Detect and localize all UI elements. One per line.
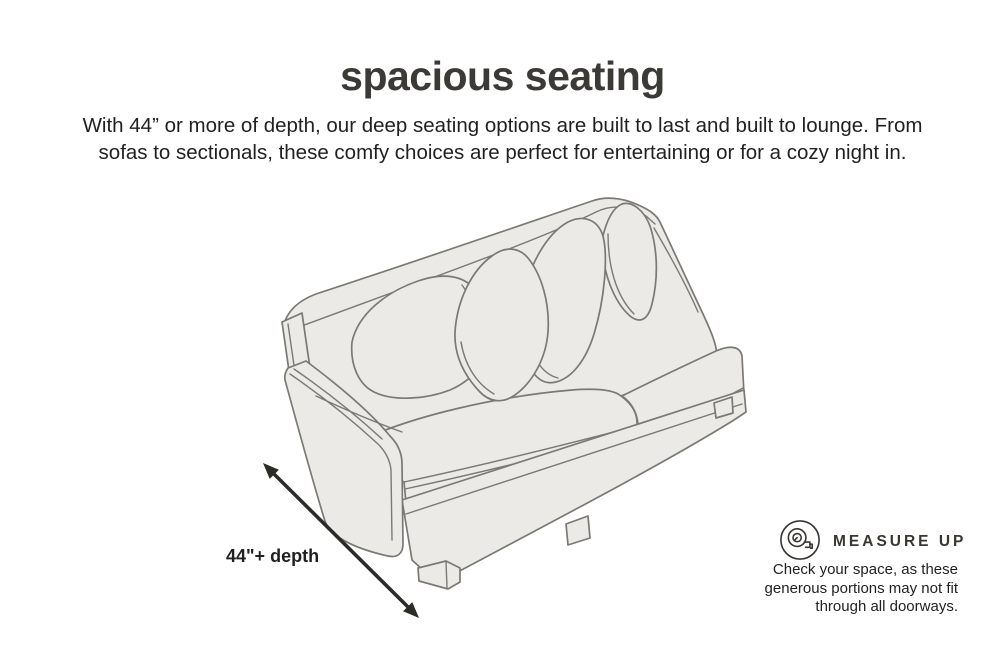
intro-line-2: sofas to sectionals, these comfy choices are perfect for entertaining or for a cozy night in.	[98, 140, 907, 164]
tape-measure-icon	[779, 519, 821, 561]
measure-up-note-line-1: Check your space, as these	[772, 561, 958, 578]
measure-up-heading: MEASURE UP	[833, 533, 967, 550]
depth-dimension-label: 44"+ depth	[226, 546, 320, 566]
measure-up-note-line-3: through all doorways.	[815, 598, 958, 616]
measure-up-note	[678, 561, 958, 617]
measure-up-note-line-2: generous portions may not fit	[764, 579, 958, 597]
page-title: spacious seating	[340, 53, 665, 99]
sofa-illustration	[282, 198, 746, 589]
intro-line-1: With 44” or more of depth, our deep seating options are built to last and built to lounge. From	[82, 114, 923, 137]
